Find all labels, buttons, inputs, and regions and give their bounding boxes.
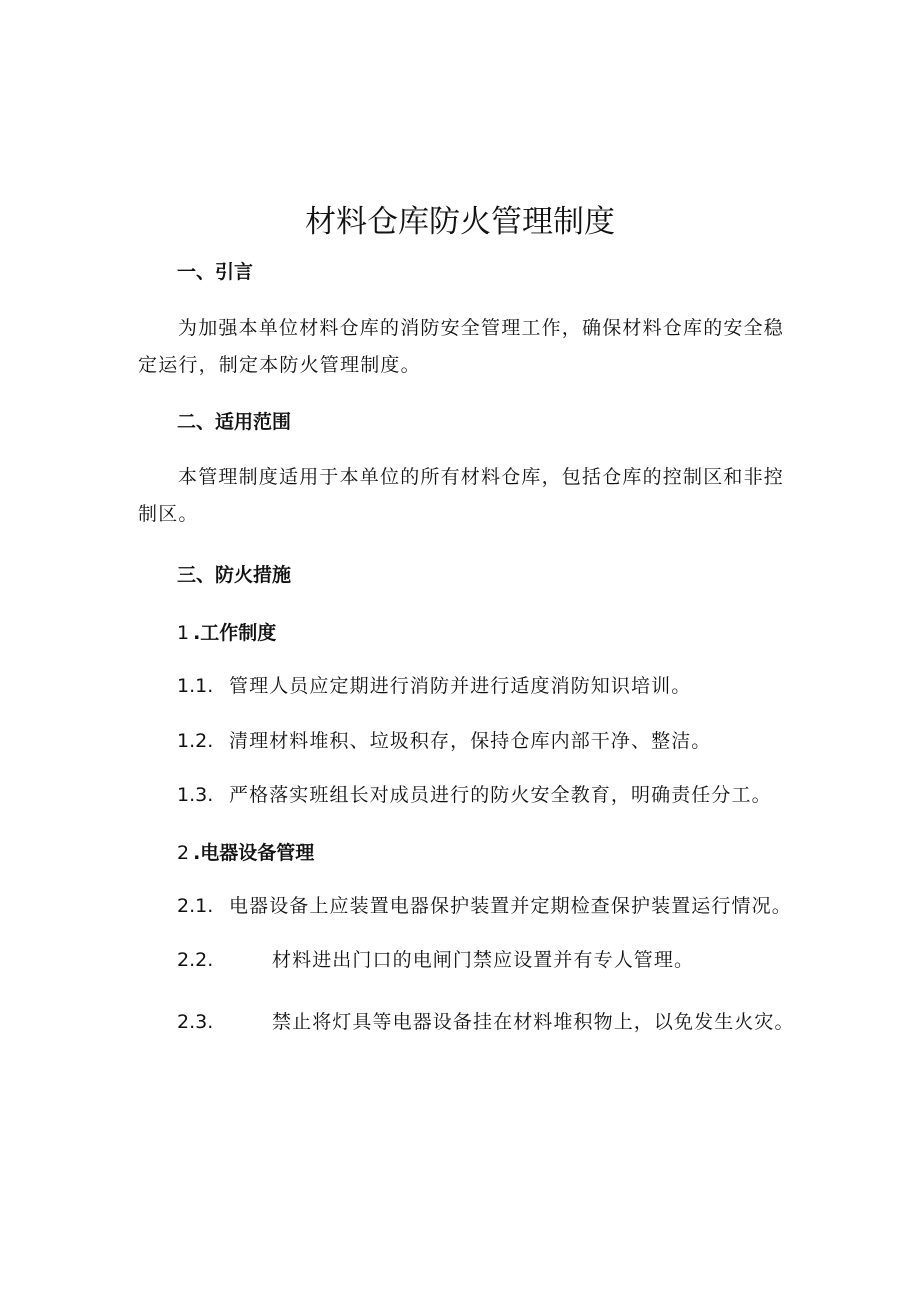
list-item-text: 严格落实班组长对成员进行的防火安全教育，明确责任分工。 <box>229 784 772 806</box>
subsection-title: .工作制度 <box>193 622 277 644</box>
subsection-number: 2 <box>177 842 190 864</box>
list-item-number: 1.1. <box>177 675 214 697</box>
subsection-heading-electrical <box>177 839 314 867</box>
section-paragraph-scope: 本管理制度适用于本单位的所有材料仓库，包括仓库的控制区和非控制区。 <box>138 466 785 525</box>
list-item-text: 禁止将灯具等电器设备挂在材料堆积物上，以免发生火灾。 <box>272 1011 795 1033</box>
list-item-text: 材料进出门口的电闸门禁应设置并有专人管理。 <box>272 949 695 971</box>
list-item <box>177 672 691 700</box>
list-item <box>177 727 711 755</box>
subsection-number: 1 <box>177 622 190 644</box>
list-item <box>177 892 792 920</box>
subsection-heading-work <box>177 619 276 647</box>
list-item-number: 2.3. <box>177 1011 214 1033</box>
list-item <box>177 1008 795 1036</box>
list-item-text: 电器设备上应装置电器保护装置并定期检查保护装置运行情况。 <box>229 895 792 917</box>
section-heading-measures: 三、防火措施 <box>177 564 292 586</box>
list-item-number: 2.1. <box>177 895 214 917</box>
list-item <box>177 946 694 974</box>
list-item-text: 清理材料堆积、垃圾积存，保持仓库内部干净、整洁。 <box>229 730 712 752</box>
list-item-number: 1.3. <box>177 784 214 806</box>
list-item-number: 2.2. <box>177 949 214 971</box>
section-paragraph-intro: 为加强本单位材料仓库的消防安全管理工作，确保材料仓库的安全稳定运行，制定本防火管理制度。 <box>138 317 785 376</box>
subsection-title: .电器设备管理 <box>193 842 315 864</box>
list-item-number: 1.2. <box>177 730 214 752</box>
document-title: 材料仓库防火管理制度 <box>305 204 615 240</box>
list-item-text: 管理人员应定期进行消防并进行适度消防知识培训。 <box>229 675 692 697</box>
list-item <box>177 781 772 809</box>
section-heading-scope: 二、适用范围 <box>177 411 292 433</box>
section-heading-intro: 一、引言 <box>177 261 254 283</box>
